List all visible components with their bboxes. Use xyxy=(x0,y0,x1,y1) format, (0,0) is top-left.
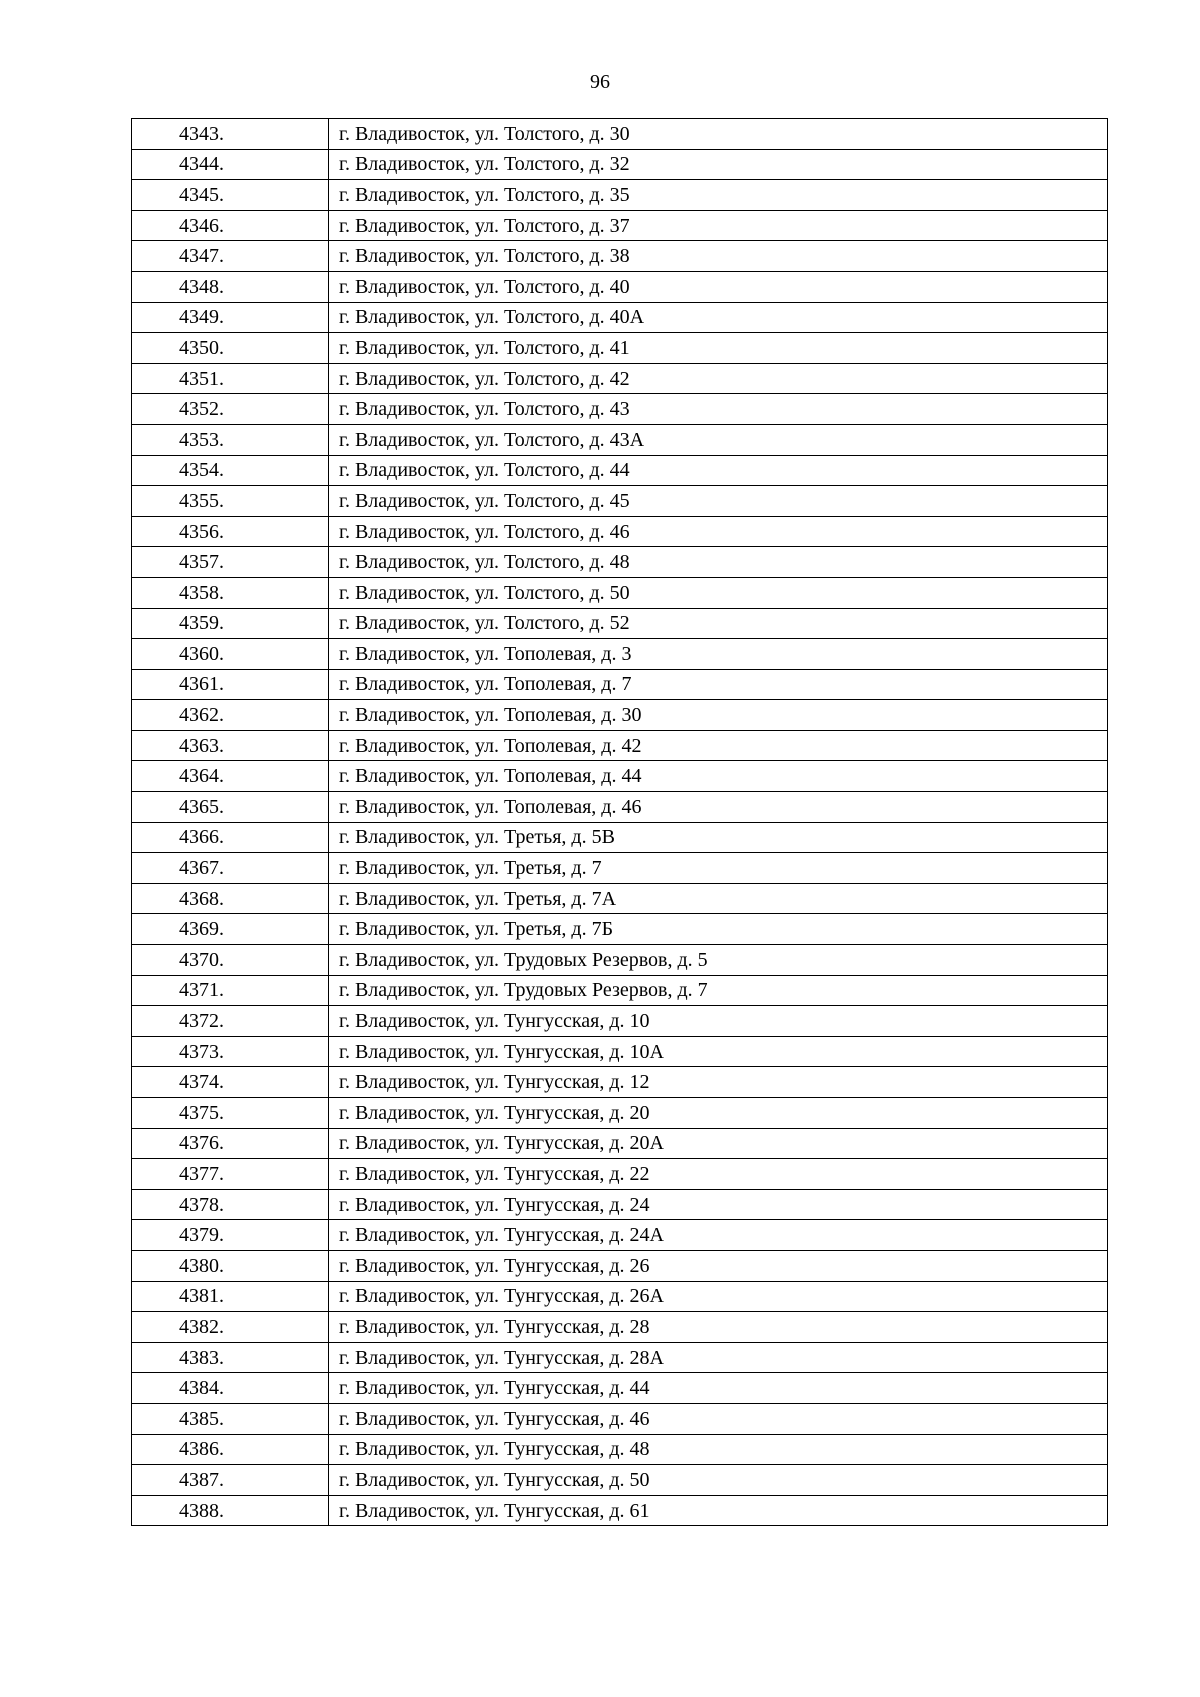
address-table-body xyxy=(132,119,1108,1526)
row-number-cell: 4379. xyxy=(132,1220,329,1251)
table-row xyxy=(132,1189,1108,1220)
address-cell: г. Владивосток, ул. Тунгусская, д. 28А xyxy=(329,1342,1108,1373)
address-cell: г. Владивосток, ул. Тополевая, д. 30 xyxy=(329,700,1108,731)
table-row xyxy=(132,271,1108,302)
row-number-cell: 4368. xyxy=(132,883,329,914)
row-number-cell: 4351. xyxy=(132,363,329,394)
row-number-cell: 4388. xyxy=(132,1495,329,1526)
table-row xyxy=(132,1006,1108,1037)
row-number-cell: 4347. xyxy=(132,241,329,272)
table-row xyxy=(132,1403,1108,1434)
table-row xyxy=(132,486,1108,517)
address-cell: г. Владивосток, ул. Трудовых Резервов, д. 7 xyxy=(329,975,1108,1006)
table-row xyxy=(132,1495,1108,1526)
table-row xyxy=(132,761,1108,792)
row-number-cell: 4374. xyxy=(132,1067,329,1098)
address-cell: г. Владивосток, ул. Толстого, д. 30 xyxy=(329,119,1108,150)
row-number-cell: 4366. xyxy=(132,822,329,853)
table-row xyxy=(132,333,1108,364)
address-cell: г. Владивосток, ул. Толстого, д. 35 xyxy=(329,180,1108,211)
table-row xyxy=(132,822,1108,853)
row-number-cell: 4382. xyxy=(132,1312,329,1343)
table-row xyxy=(132,914,1108,945)
address-cell: г. Владивосток, ул. Тунгусская, д. 28 xyxy=(329,1312,1108,1343)
table-row xyxy=(132,394,1108,425)
address-cell: г. Владивосток, ул. Тополевая, д. 46 xyxy=(329,792,1108,823)
address-cell: г. Владивосток, ул. Тополевая, д. 42 xyxy=(329,730,1108,761)
address-cell: г. Владивосток, ул. Тунгусская, д. 20 xyxy=(329,1098,1108,1129)
table-row xyxy=(132,577,1108,608)
table-row xyxy=(132,883,1108,914)
table-row xyxy=(132,669,1108,700)
address-cell: г. Владивосток, ул. Тунгусская, д. 10 xyxy=(329,1006,1108,1037)
table-row xyxy=(132,424,1108,455)
address-cell: г. Владивосток, ул. Тунгусская, д. 48 xyxy=(329,1434,1108,1465)
table-row xyxy=(132,700,1108,731)
address-cell: г. Владивосток, ул. Тунгусская, д. 12 xyxy=(329,1067,1108,1098)
row-number-cell: 4349. xyxy=(132,302,329,333)
address-cell: г. Владивосток, ул. Тунгусская, д. 24 xyxy=(329,1189,1108,1220)
address-cell: г. Владивосток, ул. Толстого, д. 32 xyxy=(329,149,1108,180)
row-number-cell: 4377. xyxy=(132,1159,329,1190)
table-row xyxy=(132,363,1108,394)
page-number: 96 xyxy=(590,71,610,93)
row-number-cell: 4360. xyxy=(132,639,329,670)
row-number-cell: 4378. xyxy=(132,1189,329,1220)
row-number-cell: 4357. xyxy=(132,547,329,578)
table-row xyxy=(132,608,1108,639)
table-row xyxy=(132,1128,1108,1159)
table-row xyxy=(132,547,1108,578)
address-cell: г. Владивосток, ул. Третья, д. 7А xyxy=(329,883,1108,914)
table-row xyxy=(132,1036,1108,1067)
row-number-cell: 4370. xyxy=(132,945,329,976)
address-cell: г. Владивосток, ул. Тунгусская, д. 22 xyxy=(329,1159,1108,1190)
address-cell: г. Владивосток, ул. Толстого, д. 46 xyxy=(329,516,1108,547)
address-cell: г. Владивосток, ул. Толстого, д. 42 xyxy=(329,363,1108,394)
address-cell: г. Владивосток, ул. Тунгусская, д. 50 xyxy=(329,1465,1108,1496)
table-row xyxy=(132,119,1108,150)
row-number-cell: 4358. xyxy=(132,577,329,608)
address-table xyxy=(131,118,1108,1526)
row-number-cell: 4356. xyxy=(132,516,329,547)
row-number-cell: 4383. xyxy=(132,1342,329,1373)
address-cell: г. Владивосток, ул. Третья, д. 5В xyxy=(329,822,1108,853)
row-number-cell: 4387. xyxy=(132,1465,329,1496)
table-row xyxy=(132,730,1108,761)
table-row xyxy=(132,975,1108,1006)
table-row xyxy=(132,241,1108,272)
table-row xyxy=(132,1159,1108,1190)
address-cell: г. Владивосток, ул. Толстого, д. 52 xyxy=(329,608,1108,639)
address-cell: г. Владивосток, ул. Тунгусская, д. 24А xyxy=(329,1220,1108,1251)
row-number-cell: 4384. xyxy=(132,1373,329,1404)
table-row xyxy=(132,1067,1108,1098)
address-cell: г. Владивосток, ул. Толстого, д. 37 xyxy=(329,210,1108,241)
row-number-cell: 4362. xyxy=(132,700,329,731)
address-cell: г. Владивосток, ул. Толстого, д. 38 xyxy=(329,241,1108,272)
address-cell: г. Владивосток, ул. Третья, д. 7Б xyxy=(329,914,1108,945)
address-cell: г. Владивосток, ул. Тунгусская, д. 61 xyxy=(329,1495,1108,1526)
table-row xyxy=(132,149,1108,180)
table-row xyxy=(132,210,1108,241)
table-row xyxy=(132,1098,1108,1129)
row-number-cell: 4386. xyxy=(132,1434,329,1465)
address-cell: г. Владивосток, ул. Толстого, д. 41 xyxy=(329,333,1108,364)
row-number-cell: 4354. xyxy=(132,455,329,486)
table-row xyxy=(132,1250,1108,1281)
table-row xyxy=(132,180,1108,211)
row-number-cell: 4369. xyxy=(132,914,329,945)
row-number-cell: 4352. xyxy=(132,394,329,425)
table-row xyxy=(132,1220,1108,1251)
row-number-cell: 4365. xyxy=(132,792,329,823)
address-cell: г. Владивосток, ул. Толстого, д. 40 xyxy=(329,271,1108,302)
address-cell: г. Владивосток, ул. Толстого, д. 40А xyxy=(329,302,1108,333)
table-row xyxy=(132,1373,1108,1404)
row-number-cell: 4375. xyxy=(132,1098,329,1129)
address-cell: г. Владивосток, ул. Толстого, д. 45 xyxy=(329,486,1108,517)
table-row xyxy=(132,1342,1108,1373)
row-number-cell: 4355. xyxy=(132,486,329,517)
address-cell: г. Владивосток, ул. Трудовых Резервов, д. 5 xyxy=(329,945,1108,976)
address-cell: г. Владивосток, ул. Толстого, д. 44 xyxy=(329,455,1108,486)
address-cell: г. Владивосток, ул. Тунгусская, д. 26 xyxy=(329,1250,1108,1281)
address-cell: г. Владивосток, ул. Третья, д. 7 xyxy=(329,853,1108,884)
table-row xyxy=(132,945,1108,976)
row-number-cell: 4364. xyxy=(132,761,329,792)
table-row xyxy=(132,1312,1108,1343)
row-number-cell: 4348. xyxy=(132,271,329,302)
table-row xyxy=(132,1465,1108,1496)
row-number-cell: 4381. xyxy=(132,1281,329,1312)
address-cell: г. Владивосток, ул. Тополевая, д. 3 xyxy=(329,639,1108,670)
address-cell: г. Владивосток, ул. Тополевая, д. 44 xyxy=(329,761,1108,792)
address-cell: г. Владивосток, ул. Тунгусская, д. 10А xyxy=(329,1036,1108,1067)
row-number-cell: 4353. xyxy=(132,424,329,455)
address-cell: г. Владивосток, ул. Толстого, д. 50 xyxy=(329,577,1108,608)
row-number-cell: 4361. xyxy=(132,669,329,700)
row-number-cell: 4345. xyxy=(132,180,329,211)
row-number-cell: 4343. xyxy=(132,119,329,150)
row-number-cell: 4359. xyxy=(132,608,329,639)
row-number-cell: 4346. xyxy=(132,210,329,241)
table-row xyxy=(132,792,1108,823)
row-number-cell: 4376. xyxy=(132,1128,329,1159)
address-cell: г. Владивосток, ул. Толстого, д. 43А xyxy=(329,424,1108,455)
address-cell: г. Владивосток, ул. Тунгусская, д. 20А xyxy=(329,1128,1108,1159)
address-cell: г. Владивосток, ул. Тунгусская, д. 44 xyxy=(329,1373,1108,1404)
address-cell: г. Владивосток, ул. Тополевая, д. 7 xyxy=(329,669,1108,700)
row-number-cell: 4367. xyxy=(132,853,329,884)
address-cell: г. Владивосток, ул. Толстого, д. 43 xyxy=(329,394,1108,425)
row-number-cell: 4363. xyxy=(132,730,329,761)
table-row xyxy=(132,516,1108,547)
address-cell: г. Владивосток, ул. Толстого, д. 48 xyxy=(329,547,1108,578)
table-row xyxy=(132,1434,1108,1465)
address-cell: г. Владивосток, ул. Тунгусская, д. 46 xyxy=(329,1403,1108,1434)
address-cell: г. Владивосток, ул. Тунгусская, д. 26А xyxy=(329,1281,1108,1312)
row-number-cell: 4344. xyxy=(132,149,329,180)
row-number-cell: 4371. xyxy=(132,975,329,1006)
table-row xyxy=(132,455,1108,486)
row-number-cell: 4385. xyxy=(132,1403,329,1434)
table-row xyxy=(132,302,1108,333)
row-number-cell: 4372. xyxy=(132,1006,329,1037)
row-number-cell: 4380. xyxy=(132,1250,329,1281)
table-row xyxy=(132,1281,1108,1312)
table-row xyxy=(132,853,1108,884)
table-row xyxy=(132,639,1108,670)
row-number-cell: 4350. xyxy=(132,333,329,364)
row-number-cell: 4373. xyxy=(132,1036,329,1067)
